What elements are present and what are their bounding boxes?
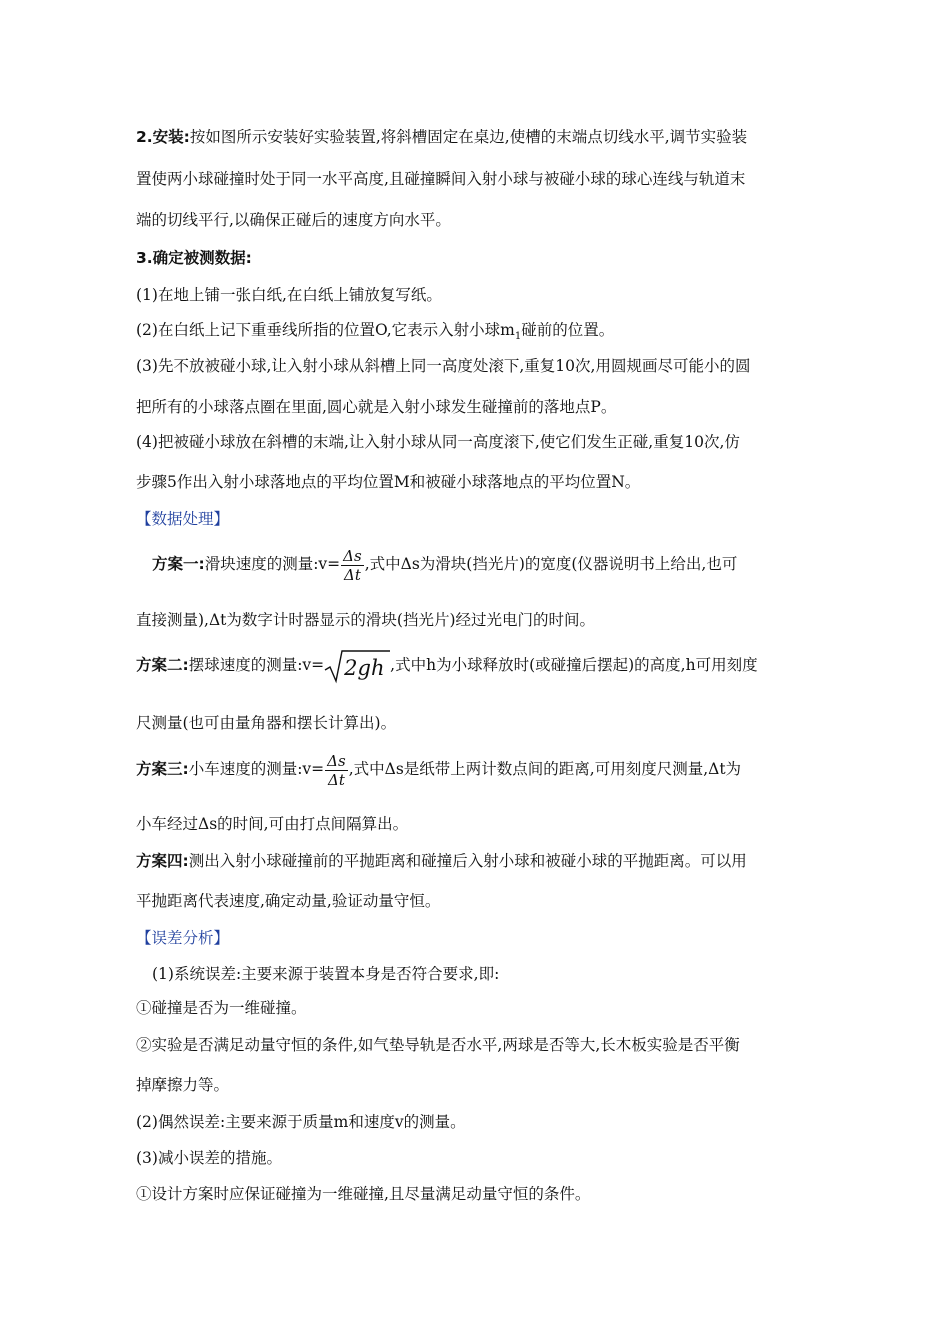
measure-step-4b: 步骤5作出入射小球落地点的平均位置M和被碰小球落地点的平均位置N。 [136,473,641,491]
fraction-numerator: Δs [343,546,362,565]
error-item-1a: ①碰撞是否为一维碰撞。 [136,999,307,1017]
measure-step-2-tail: 碰前的位置。 [521,321,615,339]
error-item-1b-line-2: 掉摩擦力等。 [136,1076,230,1094]
plan1-prefix: 滑块速度的测量:v= [204,555,341,573]
plan3-suffix: ,式中Δs是纸带上两计数点间的距离,可用刻度尺测量,Δt为 [348,760,742,778]
fraction-denominator-2: Δt [328,770,345,789]
measure-step-1: (1)在地上铺一张白纸,在白纸上铺放复写纸。 [136,286,442,304]
measure-step-2 [136,319,614,348]
plan1-heading: 方案一: [152,555,205,573]
error-item-1: (1)系统误差:主要来源于装置本身是否符合要求,即: [152,965,500,983]
plan3-heading: 方案三: [136,760,189,778]
plan2-line-1 [136,645,758,685]
measure-step-2-text: (2)在白纸上记下重垂线所指的位置O,它表示入射小球m [136,321,515,339]
plan1-suffix: ,式中Δs为滑块(挡光片)的宽度(仪器说明书上给出,也可 [364,555,738,573]
plan1-line-2: 直接测量),Δt为数字计时器显示的滑块(挡光片)经过光电门的时间。 [136,611,595,629]
delta-s-over-delta-t-fraction [341,547,364,584]
sqrt-argument: 2gh [344,656,385,680]
data-section-title: 【数据处理】 [136,510,230,528]
install-line-3: 端的切线平行,以确保正碰后的速度方向水平。 [136,211,451,229]
plan2-heading: 方案二: [136,656,189,674]
error-item-2: (2)偶然误差:主要来源于质量m和速度v的测量。 [136,1113,466,1131]
m1-subscript: 1 [514,331,522,343]
plan3-line-1 [136,746,741,792]
measure-step-3a: (3)先不放被碰小球,让入射小球从斜槽上同一高度处滚下,重复10次,用圆规画尽可能小的圆 [136,357,751,375]
sqrt-2gh-formula [324,648,390,684]
error-item-3a: ①设计方案时应保证碰撞为一维碰撞,且尽量满足动量守恒的条件。 [136,1185,591,1203]
plan4-heading: 方案四: [136,852,189,870]
fraction-numerator-2: Δs [327,751,346,770]
measure-step-4a: (4)把被碰小球放在斜槽的末端,让入射小球从同一高度滚下,使它们发生正碰,重复10次,仿 [136,433,740,451]
plan3-prefix: 小车速度的测量:v= [188,760,325,778]
install-line-1 [136,126,747,148]
install-text: 按如图所示安装好实验装置,将斜槽固定在桌边,使槽的末端点切线水平,调节实验装 [189,128,748,146]
error-section-title: 【误差分析】 [136,929,230,947]
plan4-line-1 [136,850,747,872]
plan4-text: 测出入射小球碰撞前的平抛距离和碰撞后入射小球和被碰小球的平抛距离。可以用 [188,852,747,870]
install-heading: 2.安装: [136,128,190,146]
fraction-denominator: Δt [344,565,361,584]
plan2-prefix: 摆球速度的测量:v= [188,656,325,674]
delta-s-over-delta-t-fraction-2 [325,752,348,789]
measure-step-3b: 把所有的小球落点圈在里面,圆心就是入射小球发生碰撞前的落地点P。 [136,398,617,416]
measure-heading: 3.确定被测数据: [136,249,252,267]
plan2-line-2: 尺测量(也可由量角器和摆长计算出)。 [136,714,397,732]
error-item-1b-line-1: ②实验是否满足动量守恒的条件,如气垫导轨是否水平,两球是否等大,长木板实验是否平衡 [136,1036,740,1054]
plan3-line-2: 小车经过Δs的时间,可由打点间隔算出。 [136,815,409,833]
plan4-line-2: 平抛距离代表速度,确定动量,验证动量守恒。 [136,892,441,910]
error-item-3: (3)减小误差的措施。 [136,1149,282,1167]
plan2-suffix: ,式中h为小球释放时(或碰撞后摆起)的高度,h可用刻度 [390,656,758,674]
install-line-2: 置使两小球碰撞时处于同一水平高度,且碰撞瞬间入射小球与被碰小球的球心连线与轨道末 [136,170,746,188]
plan1-line-1 [152,541,737,587]
